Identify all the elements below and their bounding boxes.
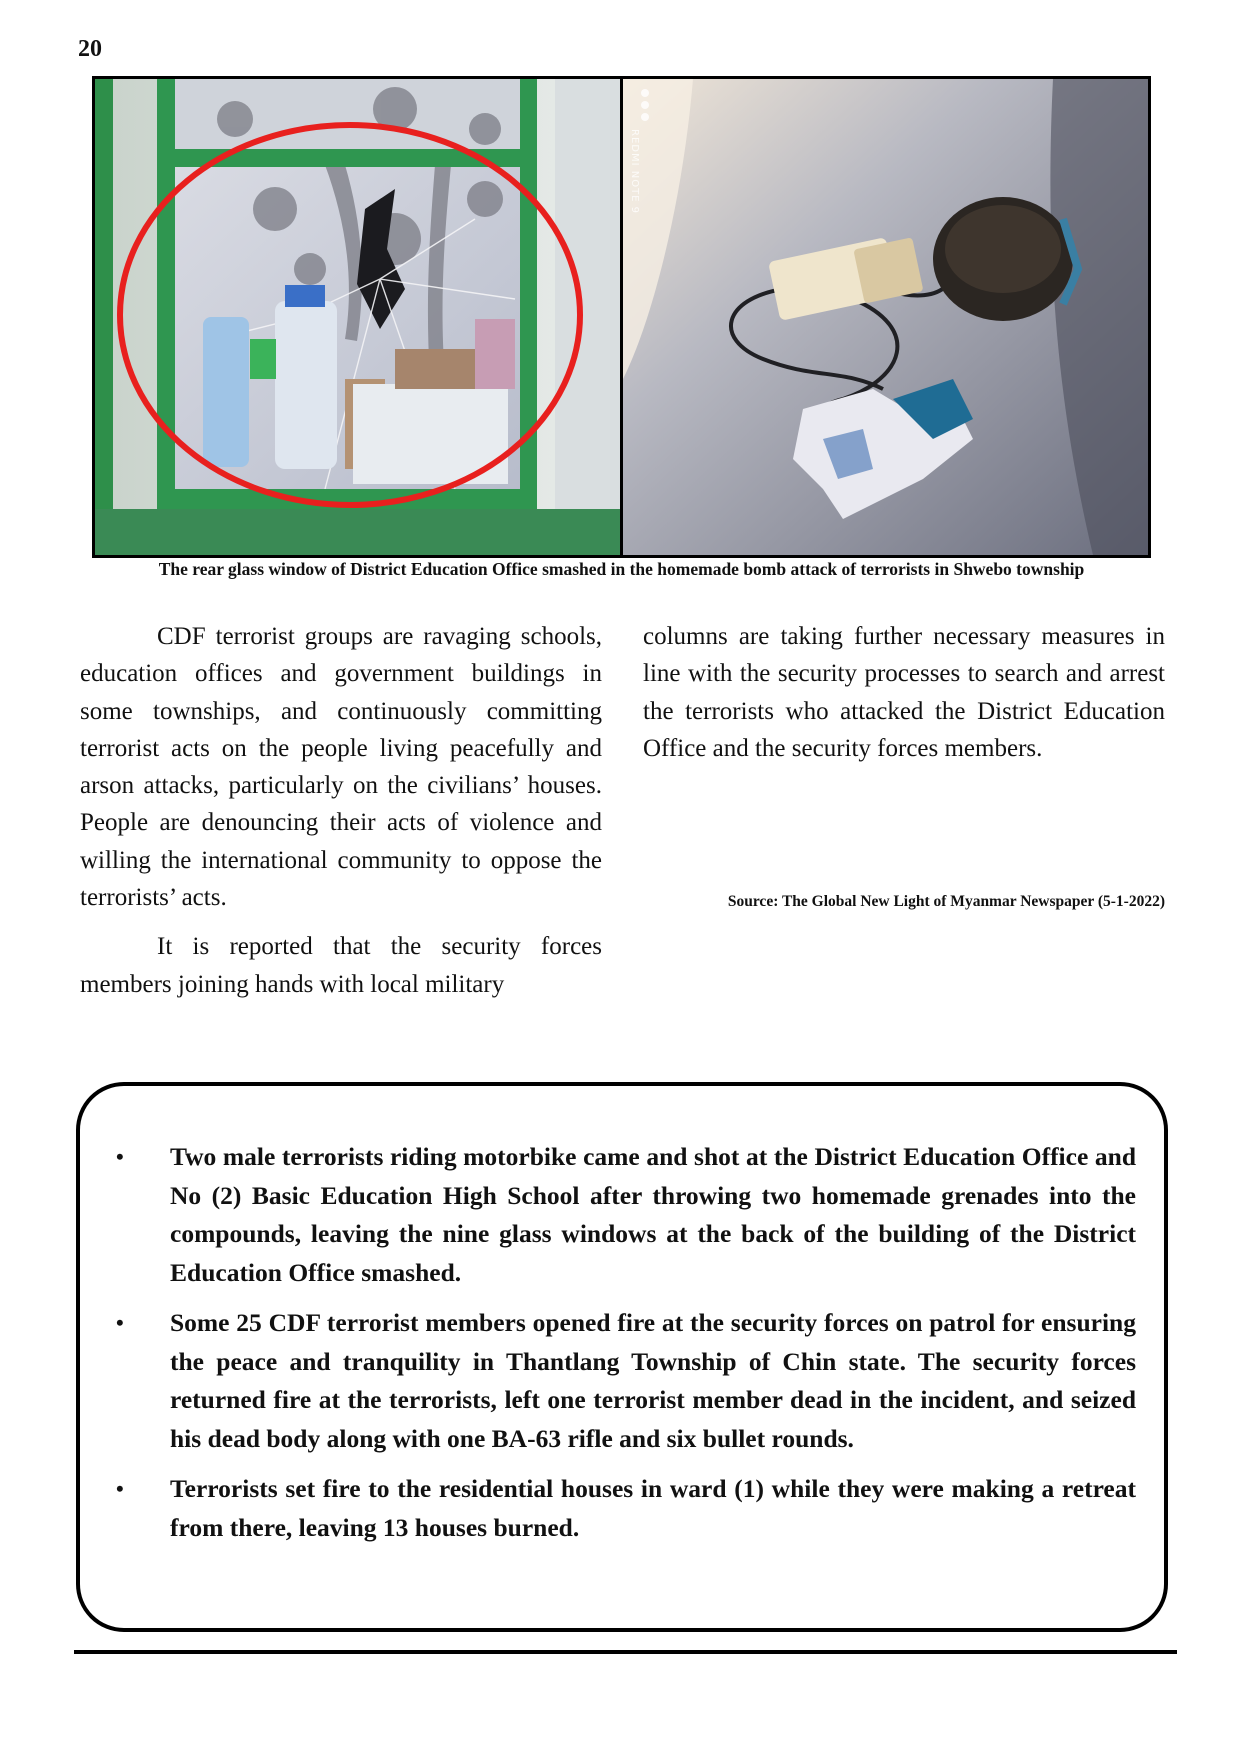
article-column-left <box>80 618 602 1003</box>
page-number: 20 <box>78 36 102 62</box>
summary-box <box>76 1082 1168 1632</box>
summary-item <box>110 1138 1136 1292</box>
bullet-icon: • <box>116 1144 124 1169</box>
summary-item-text: Terrorists set fire to the residential houses in ward (1) while they were making a retreat from there, leaving 13 houses burned. <box>170 1474 1136 1542</box>
footer-rule <box>74 1650 1177 1654</box>
article-paragraph: columns are taking further necessary measures in line with the security processes to search and arrest the terrorists who attacked the District Education Office and the security forces members. <box>643 623 1165 762</box>
bullet-icon: • <box>116 1310 124 1335</box>
figure-caption: The rear glass window of District Education Office smashed in the homemade bomb attack of terrorists in Shwebo township <box>158 559 1085 579</box>
broken-window-image <box>95 79 620 555</box>
bomb-debris-photo <box>623 79 1148 555</box>
summary-list <box>110 1138 1136 1559</box>
summary-item-text: Two male terrorists riding motorbike came and shot at the District Education Office and No (2) Basic Education High School after throwing two homemade grenades into the compounds, leaving the nine glass windows at the back of the building of the District Education Office smashed. <box>170 1142 1136 1287</box>
article-paragraph: CDF terrorist groups are ravaging schools, education offices and government buildings in some townships, and continuously committing terrorist acts on the people living peacefully and arson attacks, particularly on the civilians’ houses. People are denouncing their acts of violence and willing the international community to oppose the terrorists’ acts. <box>80 623 602 912</box>
photo-figure <box>92 76 1151 558</box>
summary-item <box>110 1304 1136 1458</box>
summary-item <box>110 1470 1136 1547</box>
camera-watermark: REDMI NOTE 9 <box>629 129 640 215</box>
bullet-icon: • <box>116 1476 124 1501</box>
bomb-debris-image <box>623 79 1148 555</box>
summary-item-text: Some 25 CDF terrorist members opened fire at the security forces on patrol for ensuring the peace and tranquility in Thantlang Township of Chin state. The security forces returned fire at the terrorists, left one terrorist member dead in the incident, and seized his dead body along with one BA-63 rifle and six bullet rounds. <box>170 1308 1136 1453</box>
article-paragraph: It is reported that the security forces members joining hands with local military <box>80 933 602 998</box>
source-citation: Source: The Global New Light of Myanmar Newspaper (5-1-2022) <box>727 893 1165 910</box>
broken-window-photo <box>95 79 623 555</box>
article-column-right <box>643 618 1165 767</box>
